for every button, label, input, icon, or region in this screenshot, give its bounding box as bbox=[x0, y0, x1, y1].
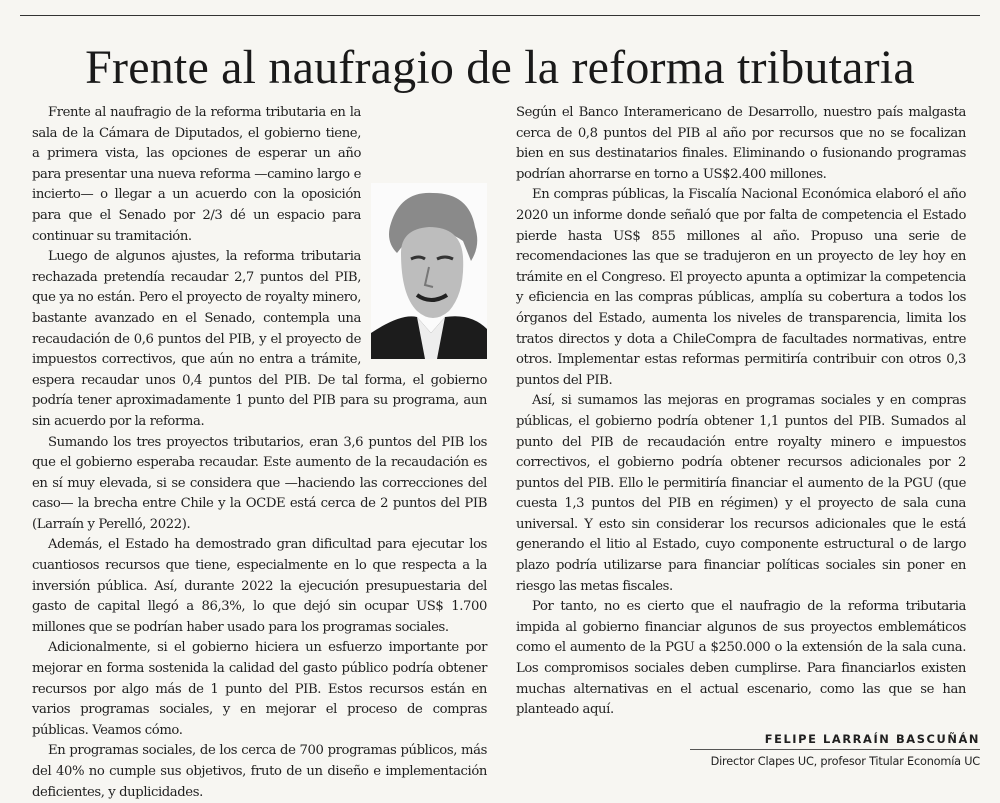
left-column bbox=[32, 103, 487, 803]
paragraph: Adicionalmente, si el gobierno hiciera un esfuerzo importante por mejorar en forma sostenida la calidad del gasto público podría obtener recursos por algo más de 1 punto del PIB. Estos recursos están en varios programas sociales, y en mejorar el proceso de compras públicas. Veamos cómo. bbox=[32, 640, 487, 738]
paragraph: Además, el Estado ha demostrado gran dificultad para ejecutar los cuantiosos recursos que tiene, especialmente en lo que respecta a la inversión pública. Así, durante 2022 la ejecución presupuestaria del gasto de capital llegó a 86,3%, lo que dejó sin ocupar US$ 1.700 millones que se podrían haber usado para los programas sociales. bbox=[32, 537, 487, 635]
author-portrait-icon bbox=[371, 183, 487, 359]
paragraph: Según el Banco Interamericano de Desarrollo, nuestro país malgasta cerca de 0,8 puntos del PIB al año por recursos que no se focalizan bien en sus destinatarios finales. Eliminando o fusionando programas podrían ahorrarse en torno a US$2.400 millones. bbox=[516, 105, 966, 182]
top-rule bbox=[20, 15, 980, 16]
author-affiliation: Director Clapes UC, profesor Titular Economía UC bbox=[710, 755, 980, 768]
paragraph: Frente al naufragio de la reforma tributaria en la sala de la Cámara de Diputados, el gobierno tiene, a primera vista, las opciones de esperar un año para presentar una nueva reforma —camino largo e incierto— o llegar a un acuerdo con la oposición para que el Senado por 2/3 dé un espacio para continuar su tramitación. bbox=[32, 105, 361, 244]
paragraph: En compras públicas, la Fiscalía Nacional Económica elaboró el año 2020 un informe donde señaló que por falta de competencia el Estado pierde hasta US$ 855 millones al año. Propuso una serie de recomendaciones las que se tradujeron en un proyecto de ley hoy en trámite en el Congreso. El proyecto apunta a optimizar la competencia y eficiencia en las compras públicas, amplía su cobertura a todos los órganos del Estado, aumenta los niveles de transparencia, limita los tratos directos y dota a ChileCompra de facultades normativas, entre otros. Implementar estas reformas permitiría contribuir con otros 0,3 puntos del PIB. bbox=[516, 187, 966, 388]
paragraph: Por tanto, no es cierto que el naufragio de la reforma tributaria impida al gobierno financiar algunos de sus proyectos emblemáticos como el aumento de la PGU a $250.000 o la extensión de la sala cuna. Los compromisos sociales deben cumplirse. Para financiarlos existen muchas alternativas en el actual escenario, como las que se han planteado aquí. bbox=[516, 599, 966, 718]
paragraph: Luego de algunos ajustes, la reforma tributaria rechazada pretendía recaudar 2,7 puntos del PIB, que ya no están. Pero el proyecto de royalty minero, bastante avanzado en el Senado, contempla una recaudación de 0,6 puntos del PIB, y el proyecto de impuestos correctivos, que aún no entra a trámite, espera recaudar unos 0,4 puntos del PIB. De tal forma, el gobierno podría tener aproximadamente 1 punto del PIB para su programa, aun sin acuerdo por la reforma. bbox=[32, 249, 487, 429]
author-name: FELIPE LARRAÍN BASCUÑÁN bbox=[764, 732, 980, 746]
right-column bbox=[516, 103, 966, 721]
paragraph: Así, si sumamos las mejoras en programas sociales y en compras públicas, el gobierno podría obtener 1,1 puntos del PIB. Sumados al punto del PIB de recaudación entre royalty minero e impuestos correctivos, el gobierno podría obtener recursos adicionales por 2 puntos del PIB. Ello le permitiría financiar el aumento de la PGU (que cuesta 1,3 puntos del PIB en régimen) y el proyecto de sala cuna universal. Y esto sin considerar los recursos adicionales que le está generando el litio al Estado, cuyo componente estructural o de largo plazo podría utilizarse para financiar políticas sociales sin poner en riesgo las metas fiscales. bbox=[516, 393, 966, 594]
article-title: Frente al naufragio de la reforma tributaria bbox=[85, 41, 915, 94]
paragraph: Sumando los tres proyectos tributarios, eran 3,6 puntos del PIB los que el gobierno esperaba recaudar. Este aumento de la recaudación es en sí muy elevada, si se considera que —haciendo las correcciones del caso— la brecha entre Chile y la OCDE está cerca de 2 puntos del PIB (Larraín y Perelló, 2022). bbox=[32, 434, 487, 532]
byline-rule bbox=[690, 749, 980, 750]
paragraph: En programas sociales, de los cerca de 700 programas públicos, más del 40% no cumple sus objetivos, fruto de un diseño e implementación deficientes, y duplicidades. bbox=[32, 743, 487, 800]
author-photo bbox=[371, 183, 487, 359]
